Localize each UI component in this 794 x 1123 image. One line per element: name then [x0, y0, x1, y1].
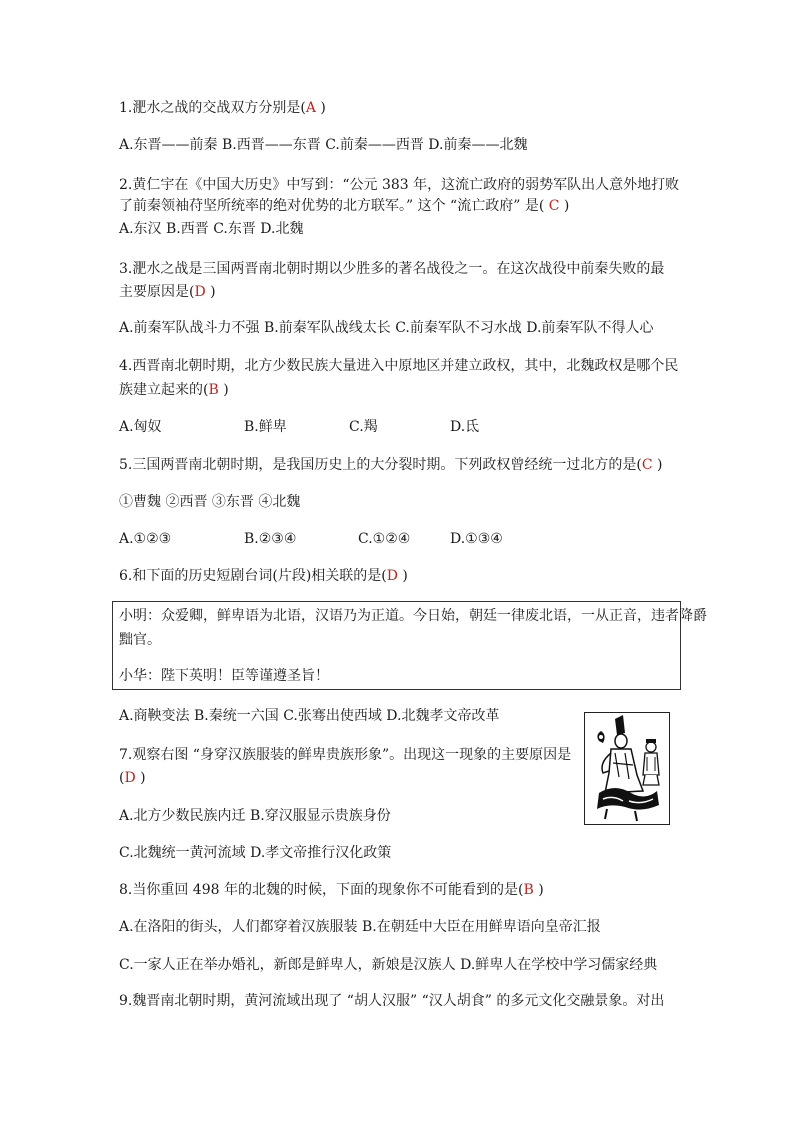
question-5-option-a: A.①②③: [119, 531, 172, 547]
question-4-stem-line-1: 4.西晋南北朝时期，北方少数民族大量进入中原地区并建立政权，其中，北魏政权是哪个民: [119, 358, 679, 374]
question-8-options-line-1: A.在洛阳的街头，人们都穿着汉族服装 B.在朝廷中大臣在用鲜卑语向皇帝汇报: [119, 919, 601, 935]
answer-mark: B: [208, 382, 219, 398]
question-5-stem: 5.三国两晋南北朝时期，是我国历史上的大分裂时期。下列政权曾经统一过北方的是(C ): [119, 457, 663, 473]
answer-mark: D: [386, 568, 398, 584]
figure-drawing: [585, 713, 669, 824]
question-7-options-line-1: A.北方少数民族内迁 B.穿汉服显示贵族身份: [119, 808, 391, 824]
question-4-option-b: B.鲜卑: [244, 419, 287, 435]
dialogue-line-3: 小华：陛下英明！臣等谨遵圣旨！: [119, 668, 329, 684]
question-2-stem-line-2: 了前秦领袖苻坚所统率的绝对优势的北方联军。” 这个 “流亡政府” 是( C ): [119, 198, 570, 214]
question-5-option-b: B.②③④: [244, 531, 297, 547]
dialogue-line-1: 小明：众爱卿，鲜卑语为北语，汉语乃为正道。今日始，朝廷一律废北语，一从正音，违者降爵: [119, 608, 707, 624]
question-6-options: A.商鞅变法 B.秦统一六国 C.张骞出使西域 D.北魏孝文帝改革: [119, 708, 500, 724]
answer-mark: C: [641, 457, 653, 473]
question-7-options-line-2: C.北魏统一黄河流域 D.孝文帝推行汉化政策: [119, 845, 392, 861]
question-4-stem-line-2: 族建立起来的(B ): [119, 382, 229, 398]
dialogue-box: [112, 601, 707, 690]
question-8-stem: 8.当你重回 498 年的北魏的时候，下面的现象你不可能看到的是(B ): [119, 882, 544, 898]
question-1-options: A.东晋——前秦 B.西晋——东晋 C.前秦——西晋 D.前秦——北魏: [119, 137, 528, 153]
question-6-stem: 6.和下面的历史短剧台词(片段)相关联的是(D ): [119, 568, 408, 584]
question-4-option-d: D.氐: [450, 419, 480, 435]
question-1-stem: 1.淝水之战的交战双方分别是(A ): [119, 100, 326, 116]
question-5-option-c: C.①②④: [358, 531, 411, 547]
question-2-stem-line-1: 2.黄仁宇在《中国大历史》中写到：“公元 383 年，这流亡政府的弱势军队出人意外地打败: [119, 177, 680, 193]
question-2-options: A.东汉 B.西晋 C.东晋 D.北魏: [119, 221, 304, 237]
answer-mark: D: [124, 770, 136, 786]
question-7-stem: 7.观察右图 “身穿汉族服装的鲜卑贵族形象”。出现这一现象的主要原因是: [119, 747, 572, 763]
question-3-stem-line-2: 主要原因是(D ): [119, 284, 216, 300]
dialogue-line-2: 黜官。: [119, 632, 161, 648]
xianbei-noble-illustration: [584, 712, 670, 825]
answer-mark: C: [548, 198, 560, 214]
answer-mark: A: [305, 100, 316, 116]
question-5-items: ①曹魏 ②西晋 ③东晋 ④北魏: [119, 494, 301, 510]
question-3-stem-line-1: 3.淝水之战是三国两晋南北朝时期以少胜多的著名战役之一。在这次战役中前秦失败的最: [119, 261, 665, 277]
question-8-options-line-2: C.一家人正在举办婚礼，新郎是鲜卑人，新娘是汉族人 D.鲜卑人在学校中学习儒家经典: [119, 957, 658, 973]
question-7-answer-line: (D ): [119, 770, 146, 786]
question-3-options: A.前秦军队战斗力不强 B.前秦军队战线太长 C.前秦军队不习水战 D.前秦军队不得人心: [119, 320, 654, 336]
question-4-option-a: A.匈奴: [119, 419, 162, 435]
answer-mark: B: [523, 882, 534, 898]
answer-mark: D: [194, 284, 206, 300]
question-9-stem: 9.魏晋南北朝时期，黄河流域出现了 “胡人汉服” “汉人胡食” 的多元文化交融景象。对出: [119, 993, 665, 1009]
question-5-option-d: D.①③④: [450, 531, 503, 547]
question-4-option-c: C.羯: [349, 419, 378, 435]
